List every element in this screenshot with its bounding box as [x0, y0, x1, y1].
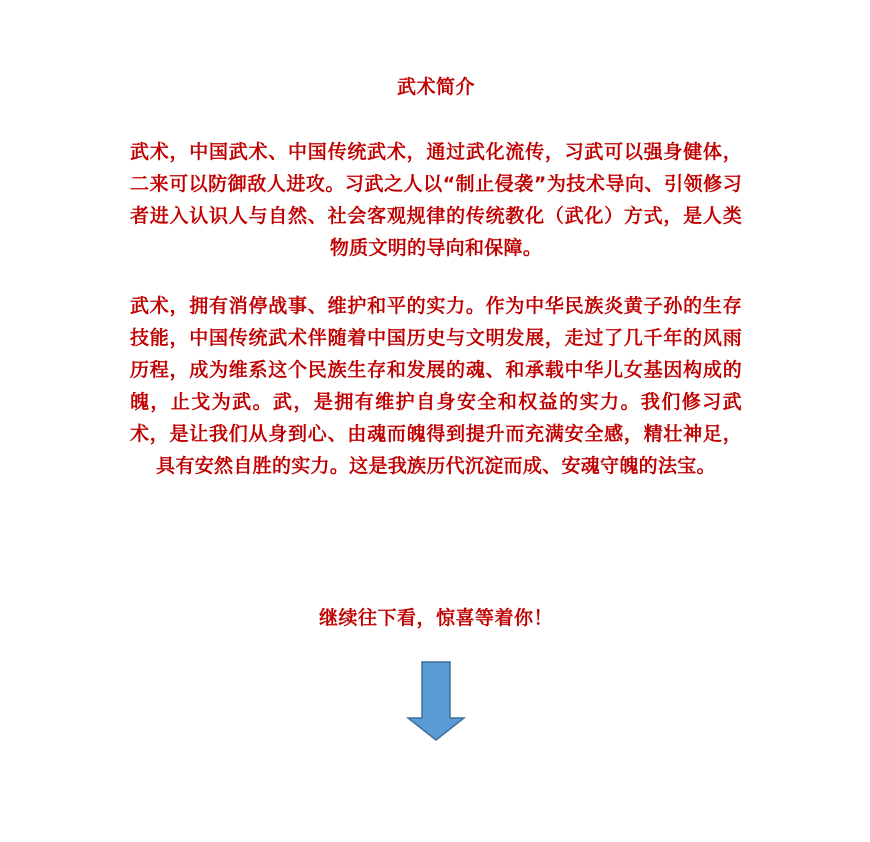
down-arrow-icon [404, 660, 468, 742]
history-paragraph: 武术，拥有消停战事、维护和平的实力。作为中华民族炎黄子孙的生存技能，中国传统武术伴随着中国历史与文明发展，走过了几千年的风雨历程，成为维系这个民族生存和发展的魂、和承载中华儿女基因构成的魄，止戈为武。武，是拥有维护自身安全和权益的实力。我们修习武术，是让我们从身到心、由魂而魄得到提升而充满安全感，精壮神足，具有安然自胜的实力。这是我族历代沉淀而成、安魂守魄的法宝。 [130, 295, 742, 477]
continue-reading-text: 继续往下看，惊喜等着你！ [318, 607, 553, 629]
intro-paragraph: 武术，中国武术、中国传统武术，通过武化流传，习武可以强身健体，二来可以防御敌人进攻。习武之人以“制止侵袭”为技术导向、引领修习者进入认识人与自然、社会客观规律的传统教化（武化）方式，是人类物质文明的导向和保障。 [130, 141, 742, 259]
document-title: 武术简介 [396, 76, 475, 98]
